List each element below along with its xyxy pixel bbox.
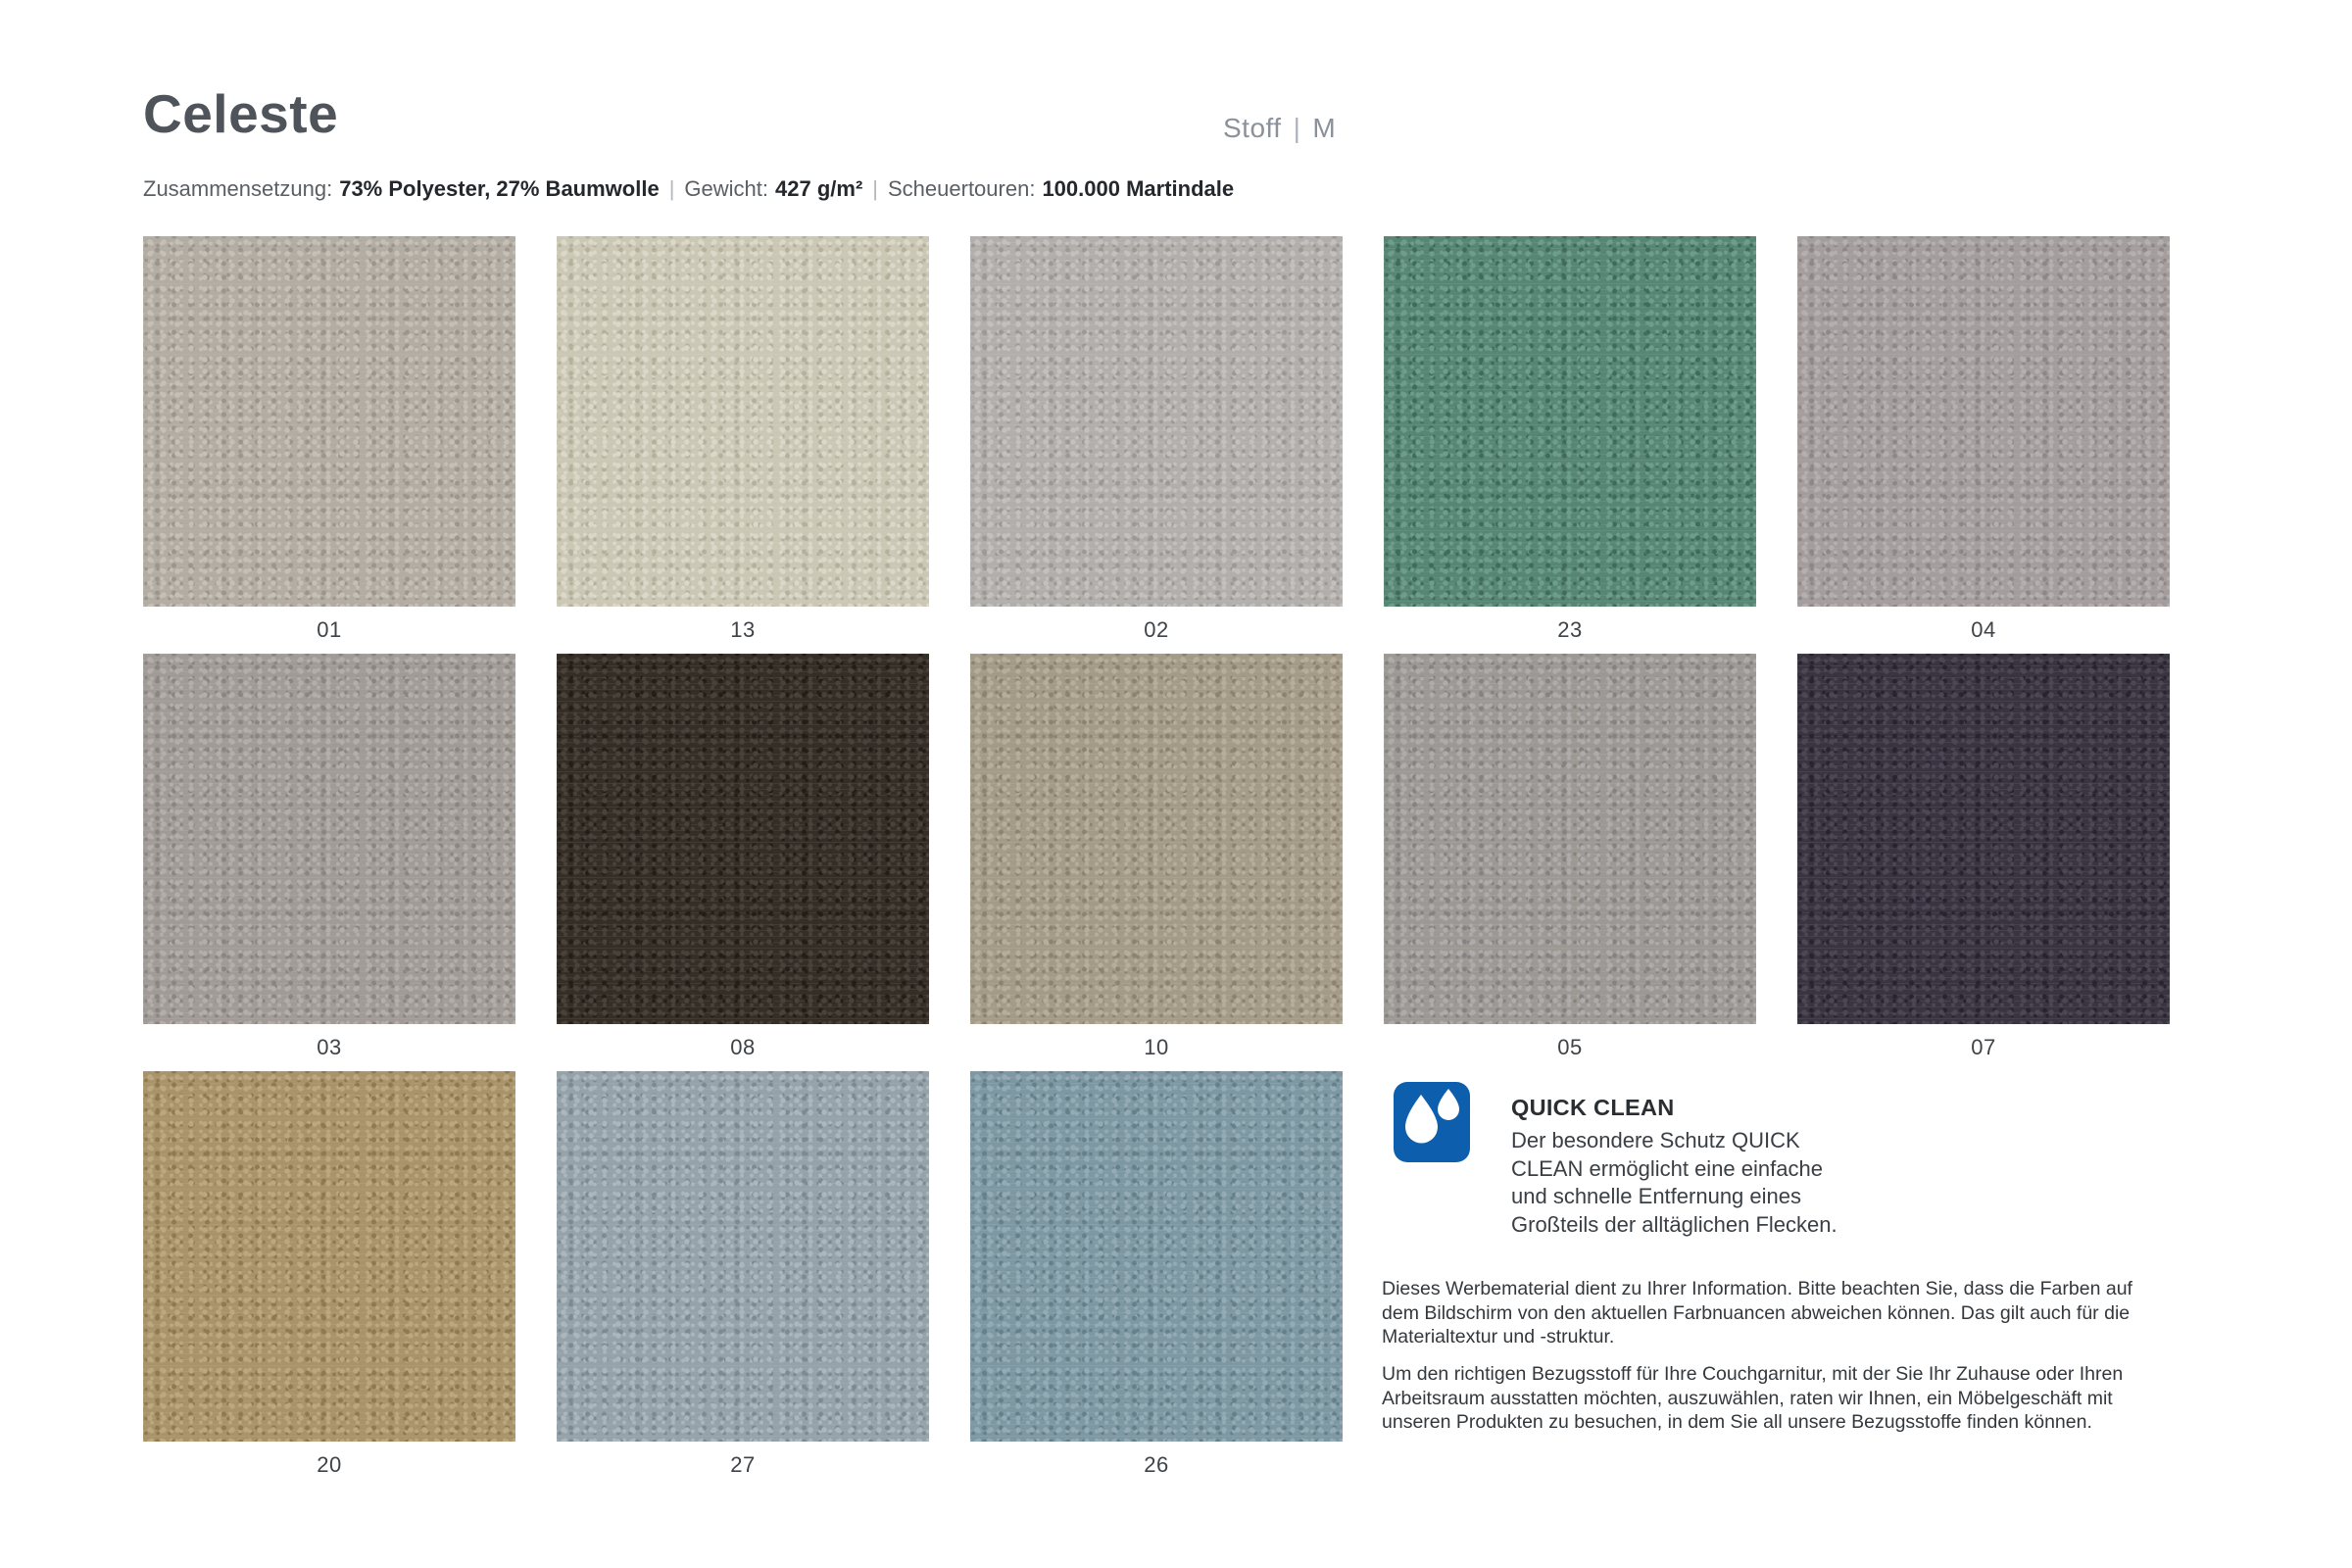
- swatch-code-label: 23: [1557, 617, 1583, 642]
- swatch-code-label: 07: [1971, 1035, 1996, 1059]
- spec-line: [143, 176, 1234, 202]
- fabric-swatch-13: [557, 236, 929, 654]
- fabric-swatch-image: [557, 236, 929, 607]
- disclaimer-store-visit: Um den richtigen Bezugsstoff für Ihre Couchgarnitur, mit der Sie Ihr Zuhause oder Ihren Arbeitsraum ausstatten möchten, auszuwählen, raten wir Ihnen, ein Möbelgeschäft mit unseren Produkten zu besuchen, in dem Sie all unsere Bezugsstoffe finden können.: [1382, 1363, 2124, 1433]
- swatch-code-label: 10: [1144, 1035, 1169, 1059]
- abrasion-label: Scheuertouren:: [888, 176, 1036, 201]
- swatch-code-label: 03: [317, 1035, 342, 1059]
- quick-clean-title: QUICK CLEAN: [1511, 1095, 1675, 1120]
- fabric-swatch-image: [1797, 236, 2170, 607]
- fabric-swatch-02: [970, 236, 1343, 654]
- swatch-code-label: 26: [1144, 1452, 1169, 1477]
- fabric-swatch-image: [1797, 654, 2170, 1024]
- swatch-code-label: 27: [730, 1452, 756, 1477]
- fabric-swatch-03: [143, 654, 515, 1071]
- fabric-swatch-04: [1797, 236, 2170, 654]
- category-label: Stoff: [1223, 113, 1282, 143]
- swatch-code-label: 20: [317, 1452, 342, 1477]
- fabric-swatch-20: [143, 1071, 515, 1489]
- fabric-swatch-05: [1384, 654, 1756, 1071]
- fabric-swatch-23: [1384, 236, 1756, 654]
- fabric-swatch-image: [557, 1071, 929, 1442]
- quick-clean-text-line: und schnelle Entfernung eines: [1511, 1184, 1801, 1208]
- quick-clean-text-line: Großteils der alltäglichen Flecken.: [1511, 1211, 1838, 1237]
- category-badge: [1223, 113, 1336, 144]
- category-separator: |: [1293, 113, 1301, 143]
- fabric-swatch-image: [1384, 236, 1756, 607]
- weight-value: 427 g/m²: [775, 176, 863, 201]
- fabric-swatch-image: [143, 1071, 515, 1442]
- fabric-swatch-image: [970, 654, 1343, 1024]
- abrasion-value: 100.000 Martindale: [1042, 176, 1235, 201]
- spec-separator: |: [668, 176, 675, 201]
- fabric-swatch-image: [1384, 654, 1756, 1024]
- swatch-code-label: 04: [1971, 617, 1996, 642]
- swatch-code-label: 02: [1144, 617, 1169, 642]
- quick-clean-icon: [1394, 1082, 1470, 1162]
- water-drops-icon: [1394, 1082, 1470, 1162]
- swatch-code-label: 05: [1557, 1035, 1583, 1059]
- swatch-code-label: 01: [317, 617, 342, 642]
- weight-label: Gewicht:: [684, 176, 769, 201]
- fabric-swatch-image: [143, 654, 515, 1024]
- composition-value: 73% Polyester, 27% Baumwolle: [339, 176, 660, 201]
- fabric-swatch-image: [143, 236, 515, 607]
- quick-clean-info: [1511, 1095, 1903, 1239]
- spec-separator: |: [872, 176, 878, 201]
- page-title: Celeste: [143, 83, 339, 144]
- composition-label: Zusammensetzung:: [143, 176, 333, 201]
- fabric-swatch-26: [970, 1071, 1343, 1489]
- swatch-code-label: 08: [730, 1035, 756, 1059]
- fabric-swatch-27: [557, 1071, 929, 1489]
- disclaimer-colors: Dieses Werbematerial dient zu Ihrer Information. Bitte beachten Sie, dass die Farben auf dem Bildschirm von den aktuellen Farbnuancen abweichen können. Das gilt auch für die Materialtextur und -struktur.: [1382, 1278, 2132, 1348]
- fabric-swatch-01: [143, 236, 515, 654]
- fabric-swatch-07: [1797, 654, 2170, 1071]
- fabric-swatch-08: [557, 654, 929, 1071]
- fabric-swatch-image: [970, 1071, 1343, 1442]
- swatch-code-label: 13: [730, 617, 756, 642]
- fabric-swatch-10: [970, 654, 1343, 1071]
- quick-clean-text-line: CLEAN ermöglicht eine einfache: [1511, 1155, 1823, 1181]
- quick-clean-text-line: Der besondere Schutz QUICK: [1511, 1128, 1800, 1152]
- fabric-swatch-image: [970, 236, 1343, 607]
- fabric-swatch-image: [557, 654, 929, 1024]
- category-code: M: [1312, 113, 1337, 143]
